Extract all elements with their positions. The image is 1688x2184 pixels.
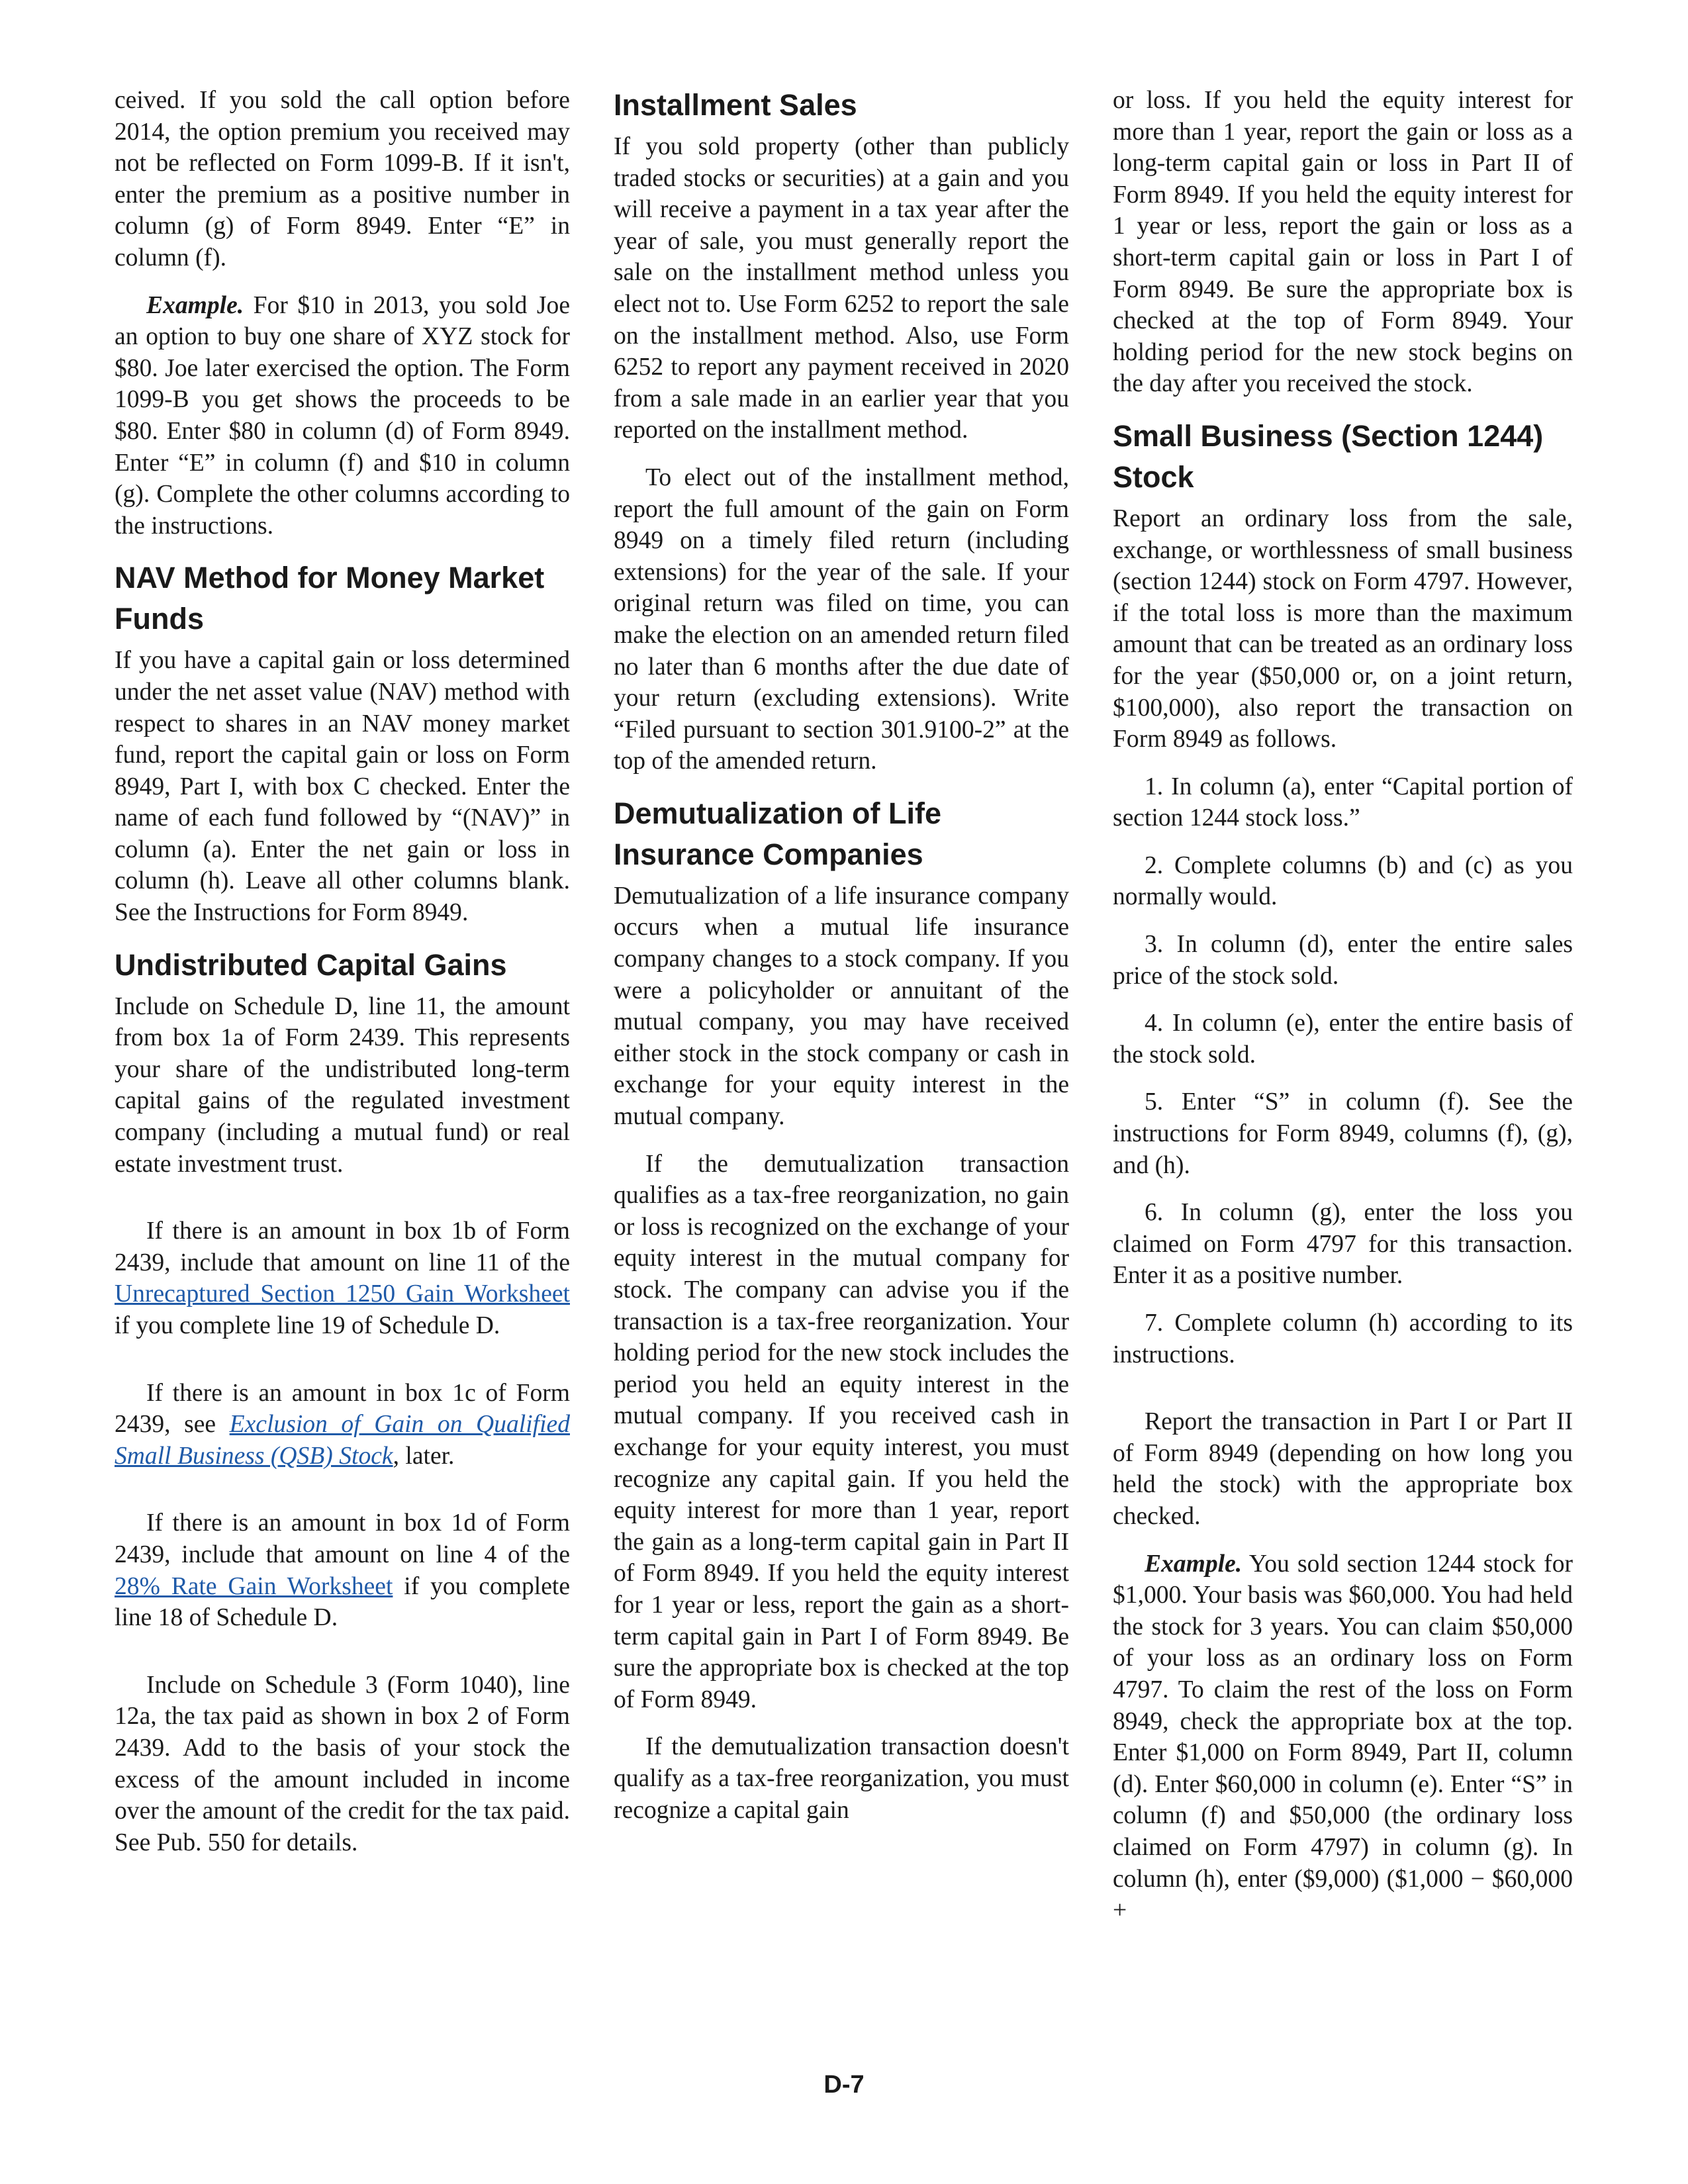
example-label-2: Example.: [1145, 1550, 1243, 1578]
schedule-3-paragraph: Include on Schedule 3 (Form 1040), line 12a, the tax paid as shown in box 2 of Form 2439. Add to the basis of your stock the excess of the amount included in income over the amount of the credit for the tax paid. See Pub. 550 for details.: [115, 1671, 570, 1856]
column-2: [614, 85, 1069, 1842]
example-text-2: You sold section 1244 stock for $1,000. Your basis was $60,000. You had held the stock for 3 years. You can claim $50,000 of your loss as an ordinary loss on Form 4797. To claim the rest of the loss on Form 8949, check the appropriate box at the top. Enter $1,000 on Form 8949, Part II, column (d). Enter $60,000 in column (e). Enter “S” in column (f) and $50,000 (the ordinary loss claimed on Form 4797) in column (g). In column (h), enter ($9,000) ($1,000 − $60,000 +: [1113, 1550, 1573, 1924]
step-item: 7. Complete column (h) according to its instructions.: [1113, 1309, 1573, 1368]
demutualization-heading: Demutualization of Life Insurance Companies: [614, 796, 941, 871]
column-1: [115, 85, 570, 1874]
continuation-paragraph: or loss. If you held the equity interest for more than 1 year, report the gain or loss as a long-term capital gain or loss in Part II of Form 8949. If you held the equity interest for 1 year or less, report the gain or loss as a short-term capital gain or loss in Part I of Form 8949. Be sure the appropriate box is checked at the top of Form 8949. Your holding period for the new stock begins on the day after you received the stock.: [1113, 87, 1573, 398]
nav-method-heading: NAV Method for Money Market Funds: [115, 561, 545, 636]
step-item: 6. In column (g), enter the loss you claimed on Form 4797 for this transaction. Enter it as a positive number.: [1113, 1199, 1573, 1290]
step-item: 3. In column (d), enter the entire sales price of the stock sold.: [1113, 931, 1573, 990]
small-business-stock-paragraph: Report an ordinary loss from the sale, exchange, or worthlessness of small business (section 1244) stock on Form 4797. However, if the total loss is more than the maximum amount that can be treated as an ordinary loss for the year ($50,000 or, on a joint return, $100,000), also report the transaction on Form 8949 as follows.: [1113, 504, 1573, 753]
report-paragraph: Report the transaction in Part I or Part II of Form 8949 (depending on how long you held the stock) with the appropriate box checked.: [1113, 1408, 1573, 1530]
qsb-stock-link[interactable]: Exclusion of Gain on Qualified Small Business (QSB) Stock: [115, 1411, 570, 1470]
box-1c-text: If there is an amount in box 1c of Form 2439, see: [115, 1379, 570, 1439]
example-paragraph: [115, 290, 570, 542]
nav-method-paragraph: If you have a capital gain or loss determined under the net asset value (NAV) method with respect to shares in an NAV money market fund, report the capital gain or loss on Form 8949, Part I, with box C checked. Enter the name of each fund followed by “(NAV)” in column (a). Enter the net gain or loss in column (h). Leave all other columns blank. See the Instructions for Form 8949.: [115, 647, 570, 927]
box-1c-paragraph: [115, 1378, 570, 1472]
box-1d-paragraph: [115, 1507, 570, 1633]
installment-sales-paragraph-1: If you sold property (other than publicly traded stocks or securities) at a gain and you will receive a payment in a tax year after the year of sale, you must generally report the sale on the installment method unless you elect not to. Use Form 6252 to report the sale on the installment method. Also, use Form 6252 to report any payment received in 2020 from a sale made in an earlier year that you reported on the installment method.: [614, 133, 1069, 444]
step-item: 5. Enter “S” in column (f). See the instructions for Form 8949, columns (f), (g), and (h).: [1113, 1088, 1573, 1179]
box-1d-text: If there is an amount in box 1d of Form 2439, include that amount on line 4 of the: [115, 1509, 570, 1568]
box-1b-paragraph: [115, 1215, 570, 1341]
box-1c-text-end: , later.: [393, 1442, 455, 1470]
step-item: 4. In column (e), enter the entire basis of the stock sold.: [1113, 1010, 1573, 1068]
undistributed-capital-gains-paragraph: Include on Schedule D, line 11, the amount from box 1a of Form 2439. This represents your share of the undistributed long-term capital gains of the regulated investment company (including a mutual fund) or real estate investment trust.: [115, 992, 570, 1178]
unrecaptured-section-1250-link[interactable]: Unrecaptured Section 1250 Gain Worksheet: [115, 1280, 570, 1308]
intro-paragraph: ceived. If you sold the call option before 2014, the option premium you received may not be reflected on Form 1099-B. If it isn't, enter the premium as a positive number in column (g) of Form 8949. Enter “E” in column (f).: [115, 87, 570, 271]
example-label: Example.: [146, 291, 244, 319]
demutualization-paragraph-3: If the demutualization transaction doesn't qualify as a tax-free reorganization, you must recognize a capital gain: [614, 1733, 1069, 1824]
box-1d-text-end: if you complete line 18 of Schedule D.: [115, 1572, 571, 1632]
column-3: [1113, 85, 1573, 1942]
example-text: For $10 in 2013, you sold Joe an option to buy one share of XYZ stock for $80. Joe later exercised the option. The Form 1099-B you get shows the proceeds to be $80. Enter $80 in column (d) of Form 8949. Enter “E” in column (f) and $10 in column (g). Complete the other columns according to the instructions.: [115, 291, 570, 540]
undistributed-capital-gains-heading: Undistributed Capital Gains: [115, 947, 507, 982]
box-1b-text: If there is an amount in box 1b of Form 2439, include that amount on line 11 of the: [115, 1217, 570, 1276]
box-1b-text-end: if you complete line 19 of Schedule D.: [115, 1312, 500, 1339]
rate-gain-worksheet-link[interactable]: 28% Rate Gain Worksheet: [115, 1572, 393, 1600]
demutualization-paragraph-1: Demutualization of a life insurance company occurs when a mutual life insurance company changes to a stock company. If you were a policyholder or annuitant of the mutual company, you may have received either stock in the stock company or cash in exchange for your equity interest in the mutual company.: [614, 882, 1069, 1131]
step-item: 2. Complete columns (b) and (c) as you normally would.: [1113, 851, 1573, 911]
page-number: D-7: [823, 2071, 865, 2099]
small-business-stock-heading: Small Business (Section 1244) Stock: [1113, 418, 1544, 494]
example-paragraph-2: [1113, 1548, 1573, 1926]
installment-sales-heading: Installment Sales: [614, 88, 857, 122]
installment-sales-paragraph-2: To elect out of the installment method, report the full amount of the gain on Form 8949 on a timely filed return (including extensions) for the year of the sale. If your original return was filed on time, you can make the election on an amended return filed no later than 6 months after the due date of your return (excluding extensions). Write “Filed pursuant to section 301.9100-2” at the top of the amended return.: [614, 463, 1069, 775]
demutualization-paragraph-2: If the demutualization transaction qualifies as a tax-free reorganization, no gain or loss is recognized on the exchange of your equity interest in the mutual company for stock. The company can advise you if the transaction is a tax-free reorganization. Your holding period for the new stock includes the period you held an equity interest in the mutual company. If you received cash in exchange for your equity interest, you must recognize any capital gain. If you held the equity interest for more than 1 year, report the gain as a long-term capital gain in Part II of Form 8949. If you held the equity interest for 1 year or less, report the gain as a short-term capital gain in Part I of Form 8949. Be sure the appropriate box is checked at the top of Form 8949.: [614, 1150, 1069, 1713]
step-item: 1. In column (a), enter “Capital portion of section 1244 stock loss.”: [1113, 773, 1573, 832]
